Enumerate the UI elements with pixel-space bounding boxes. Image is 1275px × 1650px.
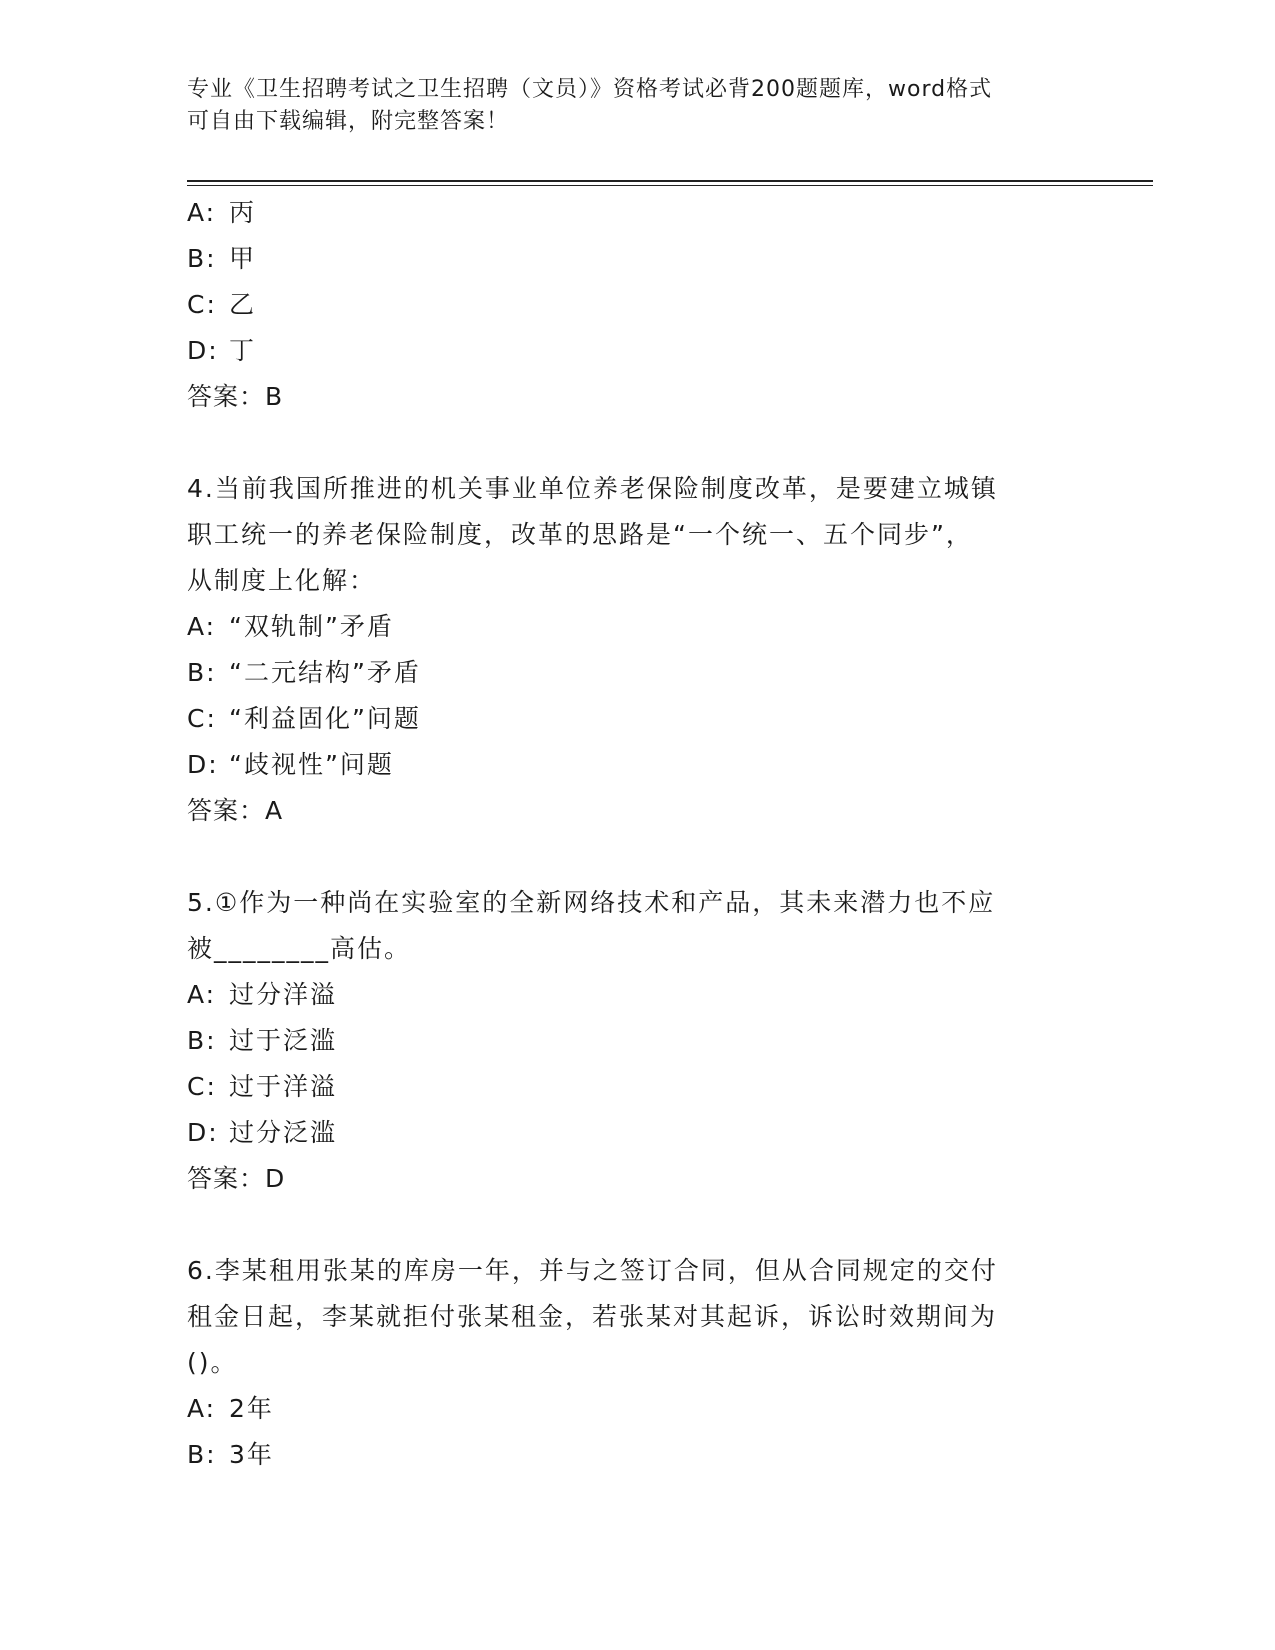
option-c: C: 过于洋溢 — [187, 1072, 338, 1101]
question-text-line: 6.李某租用张某的库房一年，并与之签订合同，但从合同规定的交付 — [187, 1256, 998, 1285]
question-text-line: 5.①作为一种尚在实验室的全新网络技术和产品，其未来潜力也不应 — [187, 888, 996, 917]
answer-text: 答案：A — [187, 796, 284, 825]
spacer — [187, 834, 1067, 880]
option-a: A: 过分洋溢 — [187, 980, 338, 1009]
spacer — [187, 420, 1067, 466]
option-a: A: “双轨制”矛盾 — [187, 612, 394, 641]
question-text-line: 租金日起，李某就拒付张某租金，若张某对其起诉，诉讼时效期间为 — [187, 1302, 998, 1331]
question-4 — [187, 466, 1067, 834]
header-divider-thin — [187, 185, 1153, 186]
option-b: B: 3年 — [187, 1440, 274, 1469]
option-a: A: 2年 — [187, 1394, 274, 1423]
option-a: A: 丙 — [187, 198, 257, 227]
question-text-line: 从制度上化解： — [187, 566, 377, 595]
question-list — [187, 190, 1067, 1478]
header-divider-thick — [187, 180, 1153, 182]
option-b: B: 过于泛滥 — [187, 1026, 338, 1055]
option-b: B: “二元结构”矛盾 — [187, 658, 421, 687]
question-6 — [187, 1248, 1067, 1478]
option-c: C: 乙 — [187, 290, 257, 319]
answer-text: 答案：D — [187, 1164, 286, 1193]
option-d: D: 丁 — [187, 336, 257, 365]
document-header — [187, 74, 1067, 138]
question-text-line: ()。 — [187, 1348, 238, 1377]
option-d: D: 过分泛滥 — [187, 1118, 338, 1147]
option-d: D: “歧视性”问题 — [187, 750, 394, 779]
option-b: B: 甲 — [187, 244, 257, 273]
spacer — [187, 1202, 1067, 1248]
question-5 — [187, 880, 1067, 1202]
header-title-line-1: 专业《卫生招聘考试之卫生招聘（文员）》资格考试必背200题题库，word格式 — [187, 77, 993, 102]
question-text-line: 职工统一的养老保险制度，改革的思路是“一个统一、五个同步”， — [187, 520, 973, 549]
header-title-line-2: 可自由下载编辑，附完整答案！ — [187, 109, 510, 134]
question-3 — [187, 190, 1067, 420]
answer-text: 答案：B — [187, 382, 284, 411]
question-text-line: 4.当前我国所推进的机关事业单位养老保险制度改革，是要建立城镇 — [187, 474, 998, 503]
option-c: C: “利益固化”问题 — [187, 704, 421, 733]
question-text-line: 被________高估。 — [187, 934, 412, 963]
